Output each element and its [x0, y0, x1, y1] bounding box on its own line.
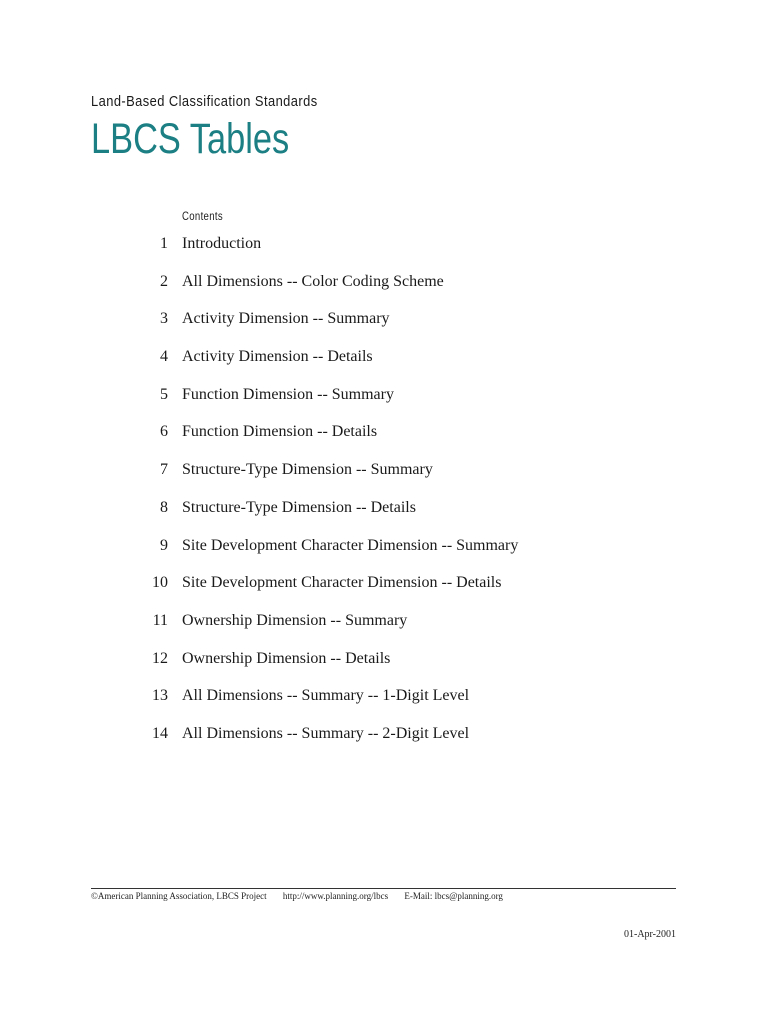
toc-item-number: 9 — [160, 536, 168, 554]
footer-divider — [91, 888, 676, 889]
footer-copyright: ©American Planning Association, LBCS Project — [91, 891, 267, 901]
footer — [91, 891, 517, 901]
footer-url-link[interactable]: http://www.planning.org/lbcs — [282, 891, 389, 901]
toc-item-number: 13 — [152, 687, 168, 705]
toc-item-label: Activity Dimension -- Summary — [182, 310, 390, 328]
toc-item-label: All Dimensions -- Summary -- 1-Digit Level — [182, 687, 470, 705]
toc-item-number: 10 — [152, 574, 168, 592]
document-subtitle: Land-Based Classification Standards — [91, 93, 318, 110]
toc-item-number: 2 — [160, 272, 168, 290]
toc-item-number: 14 — [152, 724, 168, 742]
toc-item-number: 4 — [160, 348, 168, 366]
toc-item-label: Ownership Dimension -- Details — [182, 649, 391, 667]
toc-item-label: All Dimensions -- Summary -- 2-Digit Level — [182, 724, 470, 742]
toc-item-label: Function Dimension -- Summary — [182, 385, 394, 403]
toc-item-label: Structure-Type Dimension -- Summary — [182, 461, 433, 479]
contents-heading: Contents — [182, 209, 223, 223]
toc-item-label: Activity Dimension -- Details — [182, 348, 373, 366]
toc-item-number: 6 — [160, 423, 168, 441]
toc-item-label: Introduction — [182, 235, 262, 252]
toc-item-label: All Dimensions -- Color Coding Scheme — [182, 272, 444, 290]
toc-item-number: 5 — [160, 385, 168, 403]
toc-item-label: Ownership Dimension -- Summary — [182, 611, 408, 629]
toc-item-number: 12 — [152, 649, 168, 667]
footer-email-link[interactable]: E-Mail: lbcs@planning.org — [404, 891, 503, 901]
footer-date: 01-Apr-2001 — [623, 929, 676, 940]
toc-item-number: 7 — [160, 461, 168, 479]
toc-item-number: 1 — [160, 235, 168, 252]
toc-item-label: Function Dimension -- Details — [182, 423, 378, 441]
toc-item-number: 8 — [160, 498, 168, 516]
toc-item-label: Site Development Character Dimension -- Details — [182, 574, 502, 592]
toc-item-label: Site Development Character Dimension -- Summary — [182, 536, 519, 554]
toc-item-label: Structure-Type Dimension -- Details — [182, 498, 416, 516]
toc-item-number: 3 — [160, 310, 168, 328]
toc-item-number: 11 — [152, 611, 168, 629]
document-title: LBCS Tables — [91, 115, 290, 163]
